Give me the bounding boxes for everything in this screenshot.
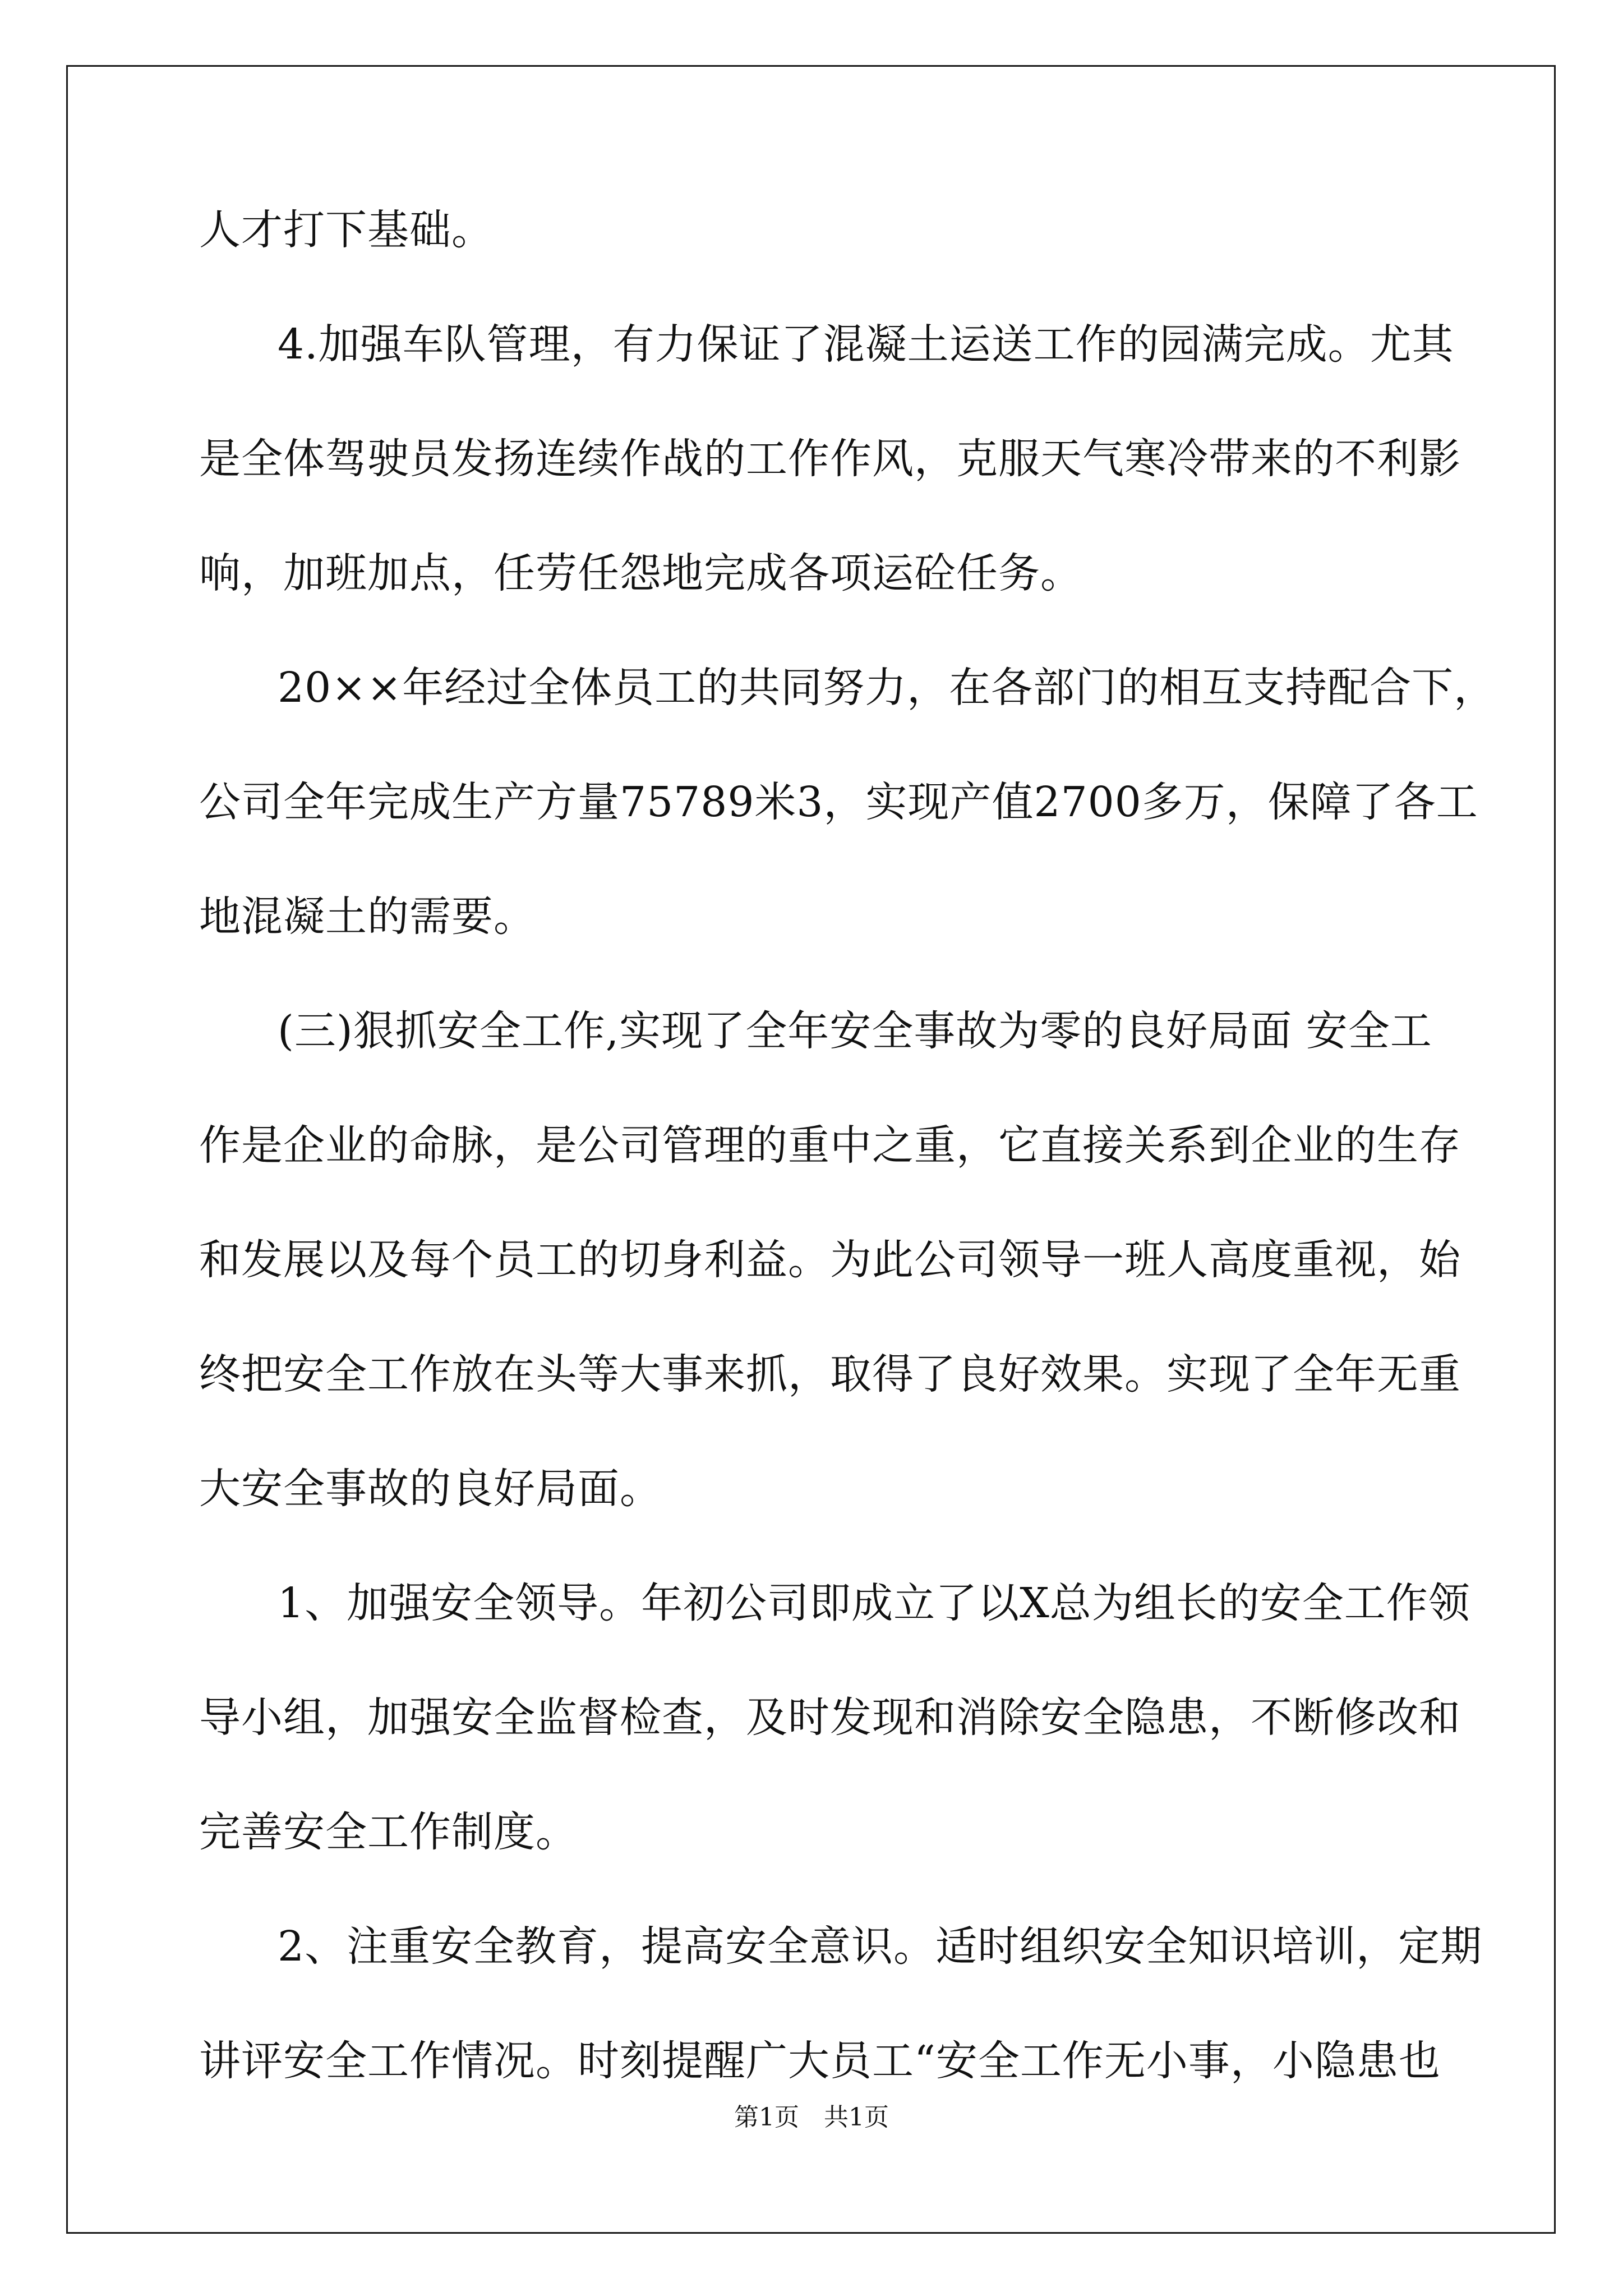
text-line: 2、注重安全教育，提高安全意识。适时组织安全知识培训，定期 [278,1922,1483,1971]
text-line: 终把安全工作放在头等大事来抓，取得了良好效果。实现了全年无重 [199,1350,1461,1398]
page-number-footer: 第1页 共1页 [734,2103,889,2132]
text-line: 大安全事故的良好局面。 [199,1465,662,1513]
text-line: 讲评安全工作情况。时刻提醒广大员工“安全工作无小事，小隐患也 [199,2037,1441,2085]
text-line: 导小组，加强安全监督检查，及时发现和消除安全隐患，不断修改和 [199,1694,1461,1742]
text-line: 人才打下基础。 [199,206,494,254]
text-line: 地混凝土的需要。 [199,892,536,941]
text-line: 20××年经过全体员工的共同努力，在各部门的相互支持配合下， [278,664,1496,712]
text-line: 是全体驾驶员发扬连续作战的工作作风，克服天气寒冷带来的不利影 [199,435,1461,483]
text-line: 完善安全工作制度。 [199,1808,578,1856]
text-line: (三)狠抓安全工作,实现了全年安全事故为零的良好局面 安全工 [278,1007,1432,1055]
text-line: 响，加班加点，任劳任怨地完成各项运砼任务。 [199,549,1082,597]
text-line: 作是企业的命脉，是公司管理的重中之重，它直接关系到企业的生存 [199,1121,1461,1170]
text-line: 4.加强车队管理，有力保证了混凝土运送工作的园满完成。尤其 [278,320,1454,369]
text-line: 公司全年完成生产方量75789米3，实现产值2700多万，保障了各工 [199,778,1478,826]
text-line: 1、加强安全领导。年初公司即成立了以X总为组长的安全工作领 [278,1579,1470,1627]
text-line: 和发展以及每个员工的切身利益。为此公司领导一班人高度重视，始 [199,1236,1461,1284]
